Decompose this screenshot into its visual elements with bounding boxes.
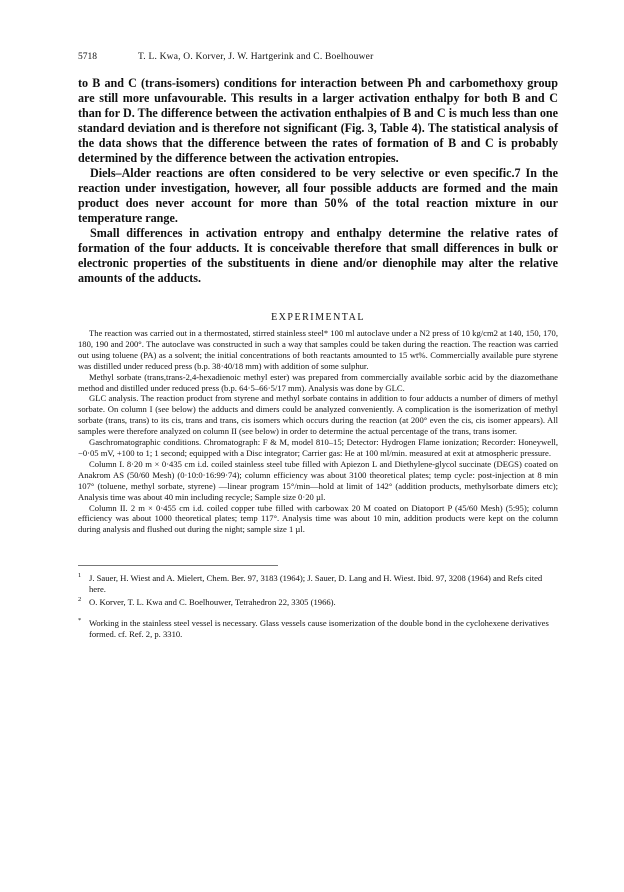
footnotes xyxy=(78,573,558,640)
experimental-paragraph: The reaction was carried out in a thermostated, stirred stainless steel* 100 ml autoclave under a N2 press of 10 kg/cm2 at 140, 150, 170, 180, 190 and 200°. The autoclave was constructed in such a way that samples could be taken during the reaction. The reaction was carried out using toluene (PA) as a solvent; the initial concentrations of both reactants amounted to 15 wt%. Commercially available pure styrene was distilled under reduced press (b.p. 38·40/18 mm) with addition of some sulphur. xyxy=(78,328,558,371)
footnote-text: O. Korver, T. L. Kwa and C. Boelhouwer, Tetrahedron 22, 3305 (1966). xyxy=(89,597,336,608)
experimental-paragraph: GLC analysis. The reaction product from styrene and methyl sorbate contains in addition to four adducts a number of dimers of methyl sorbate. On column I (see below) the adducts and dimers could be analyzed conveniently. A complication is the isomerization of methyl sorbate (trans, trans) to its cis, trans and trans, cis isomers which occurs during the reaction (at 200° even the cis, cis isomer appears). All samples were therefore analyzed on column II (see below) in order to determine the actual percentage of the trans, trans isomer. xyxy=(78,393,558,437)
journal-page xyxy=(78,52,558,642)
experimental-paragraph: Gaschromatographic conditions. Chromatograph: F & M, model 810–15; Detector: Hydrogen Flame ionization; Recorder: Honeywell, −0·05 mV, +100 to 1; 1 second; equipped with a Disc integrator; Carrier gas: He at 100 ml/min. measured at exit at atmospheric pressure. xyxy=(78,437,558,458)
experimental-paragraph: Column II. 2 m × 0·455 cm i.d. coiled copper tube filled with carbowax 20 M coated on Diatoport P (45/60 Mesh) (5:95); column efficiency was about 1000 theoretical plates; temp 117°. Analysis time was about 10 min, addition products were kept on the column during analysis and flushed out during the night; sample size 1 µl. xyxy=(78,502,558,535)
footnote xyxy=(78,597,558,608)
experimental-paragraph: Methyl sorbate (trans,trans-2,4-hexadienoic methyl ester) was prepared from commercially available sorbic acid by the diazomethane method and distilled under reduced press (b.p. 64·5–66·5/17 mm). Analysis was done by GLC. xyxy=(78,371,558,393)
page-number: 5718 xyxy=(78,52,97,62)
footnote xyxy=(78,573,558,595)
footnote-marker: 1 xyxy=(78,572,82,580)
running-header-authors: T. L. Kwa, O. Korver, J. W. Hartgerink and C. Boelhouwer xyxy=(138,52,374,62)
paragraph: Small differences in activation entropy and enthalpy determine the relative rates of formation of the four adducts. It is conceivable therefore that small differences in bulk or electronic properties of the substituents in diene and/or dienophile may alter the relative amounts of the adducts. xyxy=(78,226,558,285)
footnote-divider xyxy=(78,565,278,566)
experimental-paragraph: Column I. 8·20 m × 0·435 cm i.d. coiled stainless steel tube filled with Apiezon L and Diethylene-glycol succinate (DEGS) coated on Anakrom AS (50/60 Mesh) (0·10:0·16:99·74); column efficiency was about 3100 theoretical plates; temp cycle: post-injection at 8 min 107° (toluene, methyl sorbate, styrene) —linear program 15°/min—hold at limit of 142° (addition products, methylsorbate dimers etc); Analysis time was about 40 min including recycle; Sample size 0·20 µl. xyxy=(78,458,558,502)
section-heading-experimental: EXPERIMENTAL xyxy=(271,312,365,323)
experimental-section xyxy=(78,328,558,535)
paragraph: to B and C (trans-isomers) conditions for interaction between Ph and carbomethoxy group are still more unfavourable. This results in a larger activation enthalpy for both B and C than for D. The difference between the activation enthalpies of B and C is much less than one standard deviation and is therefore not significant (Fig. 3, Table 4). The statistical analysis of the data shows that the difference between the rates of formation of B and C is probably determined by the difference between the activation entropies. xyxy=(78,76,558,165)
footnote-text: J. Sauer, H. Wiest and A. Mielert, Chem. Ber. 97, 3183 (1964); J. Sauer, D. Lang and H. Wiest. Ibid. 97, 3208 (1964) and Refs cited here. xyxy=(89,573,543,595)
note-marker: * xyxy=(78,616,82,624)
footnote-marker: 2 xyxy=(78,596,82,604)
running-header xyxy=(78,52,558,68)
note-text: Working in the stainless steel vessel is necessary. Glass vessels cause isomerization of the double bond in the cyclohexene derivatives formed. cf. Ref. 2, p. 3310. xyxy=(89,617,549,639)
paragraph: Diels–Alder reactions are often considered to be very selective or even specific.7 In the reaction under investigation, however, all four possible adducts are formed and the main product does never account for more than 50% of the total reaction mixture in our temperature range. xyxy=(78,166,558,225)
asterisk-note xyxy=(78,618,558,640)
main-text xyxy=(78,76,558,286)
